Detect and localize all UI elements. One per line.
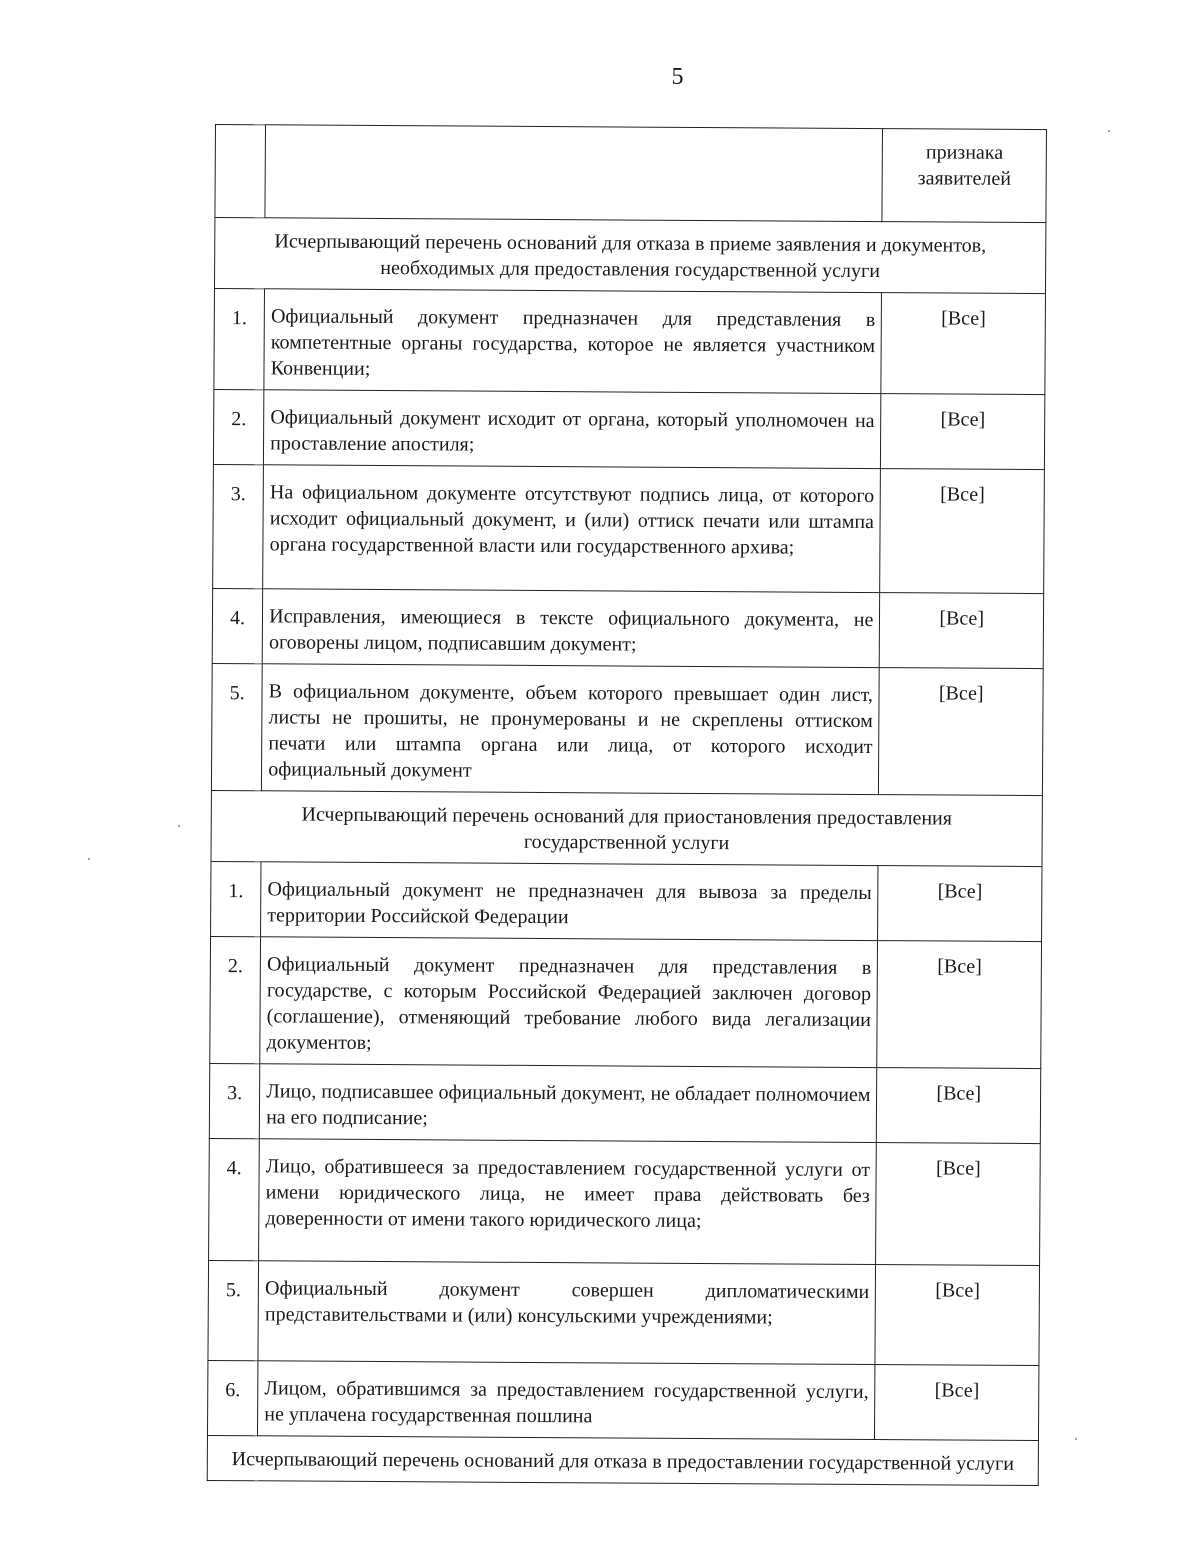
section-title: Исчерпывающий перечень оснований для отказа в предоставлении государственной услуги — [207, 1435, 1038, 1485]
row-value: [Все] — [875, 1365, 1039, 1441]
row-text: Официальный документ предназначен для представления в государстве, с которым Российской Федерацией заключен договор (соглашение), отменяющий требование любого вида легализации документов; — [260, 937, 878, 1068]
row-text: Лицо, подписавшее официальный документ, не обладает полномочием на его подписание; — [259, 1064, 877, 1143]
row-text: Официальный документ исходит от органа, который уполномочен на проставление апостиля; — [264, 390, 882, 469]
table-row — [211, 663, 1043, 795]
table-row — [209, 1063, 1040, 1143]
row-value: [Все] — [877, 1068, 1041, 1144]
row-number: 3. — [213, 464, 264, 588]
row-number: 1. — [211, 861, 262, 936]
table-header-row — [215, 125, 1047, 223]
row-value: [Все] — [876, 1143, 1040, 1266]
row-value: [Все] — [880, 593, 1044, 669]
row-text: Официальный документ не предназначен для вывоза за пределы территории Российской Федерации — [261, 862, 879, 941]
header-text-cell — [265, 125, 883, 222]
row-number: 5. — [208, 1260, 259, 1360]
table-row — [209, 1138, 1041, 1265]
row-value: [Все] — [881, 394, 1045, 470]
document-table — [207, 124, 1047, 1486]
table-row — [214, 289, 1046, 395]
section-title-row — [207, 1435, 1038, 1485]
row-text: Лицом, обратившимся за предоставлением государственной услуги, не уплачена государственная пошлина — [258, 1361, 876, 1440]
section-title: Исчерпывающий перечень оснований для отказа в приеме заявления и документов, необходимых для предоставления государственной услуги — [214, 218, 1045, 294]
table-row — [208, 1260, 1040, 1365]
row-text: Официальный документ совершен дипломатическими представительствами и (или) консульскими учреждениями; — [258, 1261, 876, 1365]
scan-speck — [88, 858, 90, 860]
row-number: 6. — [207, 1360, 258, 1435]
header-num-cell — [215, 125, 266, 218]
table-row — [207, 1360, 1038, 1440]
section-title-row — [211, 790, 1042, 866]
table-row — [212, 588, 1043, 668]
table-row — [211, 861, 1042, 941]
section-title: Исчерпывающий перечень оснований для приостановления предоставления государственной услуги — [211, 790, 1042, 866]
row-text: В официальном документе, объем которого превышает один лист, листы не прошиты, не пронумерованы и не скреплены оттиском печати или штампа органа или лица, от которого исходит официальный документ — [262, 664, 880, 795]
row-value: [Все] — [881, 293, 1045, 395]
row-value: [Все] — [877, 941, 1041, 1069]
row-number: 1. — [214, 289, 265, 390]
table-row — [213, 389, 1044, 469]
row-number: 4. — [212, 588, 263, 663]
section-title-row — [214, 218, 1045, 294]
scan-speck — [1075, 1438, 1077, 1440]
table-row — [213, 464, 1045, 593]
row-number: 2. — [210, 936, 261, 1063]
row-number: 3. — [209, 1063, 260, 1138]
table-row — [210, 936, 1042, 1068]
row-text: Официальный документ предназначен для представления в компетентные органы государства, которое не является участником Конвенции; — [264, 289, 882, 394]
row-text: Исправления, имеющиеся в тексте официального документа, не оговорены лицом, подписавшим документ; — [262, 589, 880, 668]
page-number: 5 — [671, 64, 684, 90]
scan-speck — [1108, 130, 1110, 132]
row-number: 5. — [211, 663, 262, 790]
row-number: 2. — [213, 389, 264, 464]
row-number: 4. — [209, 1138, 260, 1260]
row-text: Лицо, обратившееся за предоставлением государственной услуги от имени юридического лица, не имеет права действовать без доверенности от имени такого юридического лица; — [259, 1139, 877, 1265]
row-value: [Все] — [880, 469, 1044, 594]
row-value: [Все] — [875, 1265, 1039, 1366]
scan-speck — [178, 825, 180, 827]
row-value: [Все] — [878, 866, 1042, 942]
row-value: [Все] — [879, 668, 1043, 796]
row-text: На официальном документе отсутствуют подпись лица, от которого исходит официальный документ, и (или) оттиск печати или штампа органа государственной власти или государственного архива; — [263, 465, 881, 593]
header-value-cell: признака заявителей — [882, 129, 1046, 223]
